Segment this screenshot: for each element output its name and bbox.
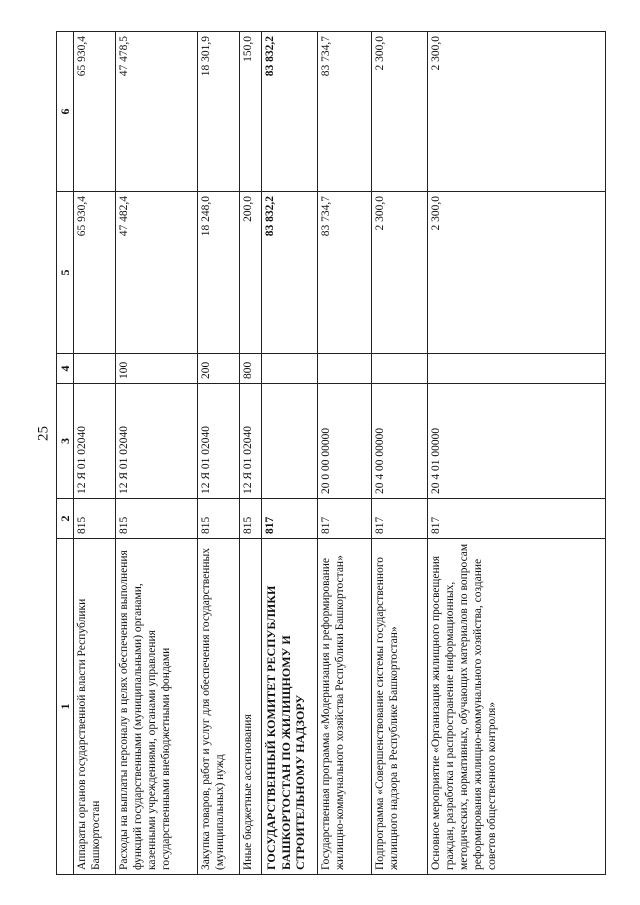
row-expense-type xyxy=(74,354,116,384)
table-row xyxy=(74,32,116,875)
table-row xyxy=(318,32,372,875)
row-expense-type xyxy=(318,354,372,384)
header-row xyxy=(57,32,74,875)
row-amount-2: 83 734,7 xyxy=(318,32,372,192)
row-ministry-code: 817 xyxy=(262,499,318,539)
row-ministry-code: 815 xyxy=(198,499,240,539)
row-name: Подпрограмма «Совершенствование системы государственного жилищного надзора в Республике Башкортостан» xyxy=(372,539,428,875)
row-amount-1: 2 300,0 xyxy=(372,192,428,354)
table-row xyxy=(262,32,318,875)
row-amount-1: 18 248,0 xyxy=(198,192,240,354)
row-amount-1: 65 930,4 xyxy=(74,192,116,354)
row-ministry-code: 815 xyxy=(74,499,116,539)
row-name: Иные бюджетные ассигнования xyxy=(240,539,262,875)
row-target-article: 12 Я 01 02040 xyxy=(198,384,240,499)
page-number: 25 xyxy=(35,426,52,441)
row-ministry-code: 815 xyxy=(116,499,198,539)
row-amount-1: 200,0 xyxy=(240,192,262,354)
row-target-article: 12 Я 01 02040 xyxy=(74,384,116,499)
row-target-article: 20 0 00 00000 xyxy=(318,384,372,499)
row-amount-2: 2 300,0 xyxy=(428,32,606,192)
table-row xyxy=(240,32,262,875)
header-col-6: 6 xyxy=(57,32,74,192)
rotated-table-frame xyxy=(56,32,606,875)
row-ministry-code: 817 xyxy=(428,499,606,539)
header-col-2: 2 xyxy=(57,499,74,539)
row-amount-2: 83 832,2 xyxy=(262,32,318,192)
row-amount-2: 47 478,5 xyxy=(116,32,198,192)
row-ministry-code: 817 xyxy=(318,499,372,539)
table-row xyxy=(116,32,198,875)
row-amount-2: 150,0 xyxy=(240,32,262,192)
row-target-article: 12 Я 01 02040 xyxy=(240,384,262,499)
table-row xyxy=(198,32,240,875)
table-row xyxy=(372,32,428,875)
row-expense-type: 100 xyxy=(116,354,198,384)
row-name: Расходы на выплаты персоналу в целях обеспечения выполнения функций государственными (муниципальными) органами, казенными учреждениями, органами управления государственными внебюджетными фондами xyxy=(116,539,198,875)
row-target-article: 12 Я 01 02040 xyxy=(116,384,198,499)
row-name: ГОСУДАРСТВЕННЫЙ КОМИТЕТ РЕСПУБЛИКИ БАШКОРТОСТАН ПО ЖИЛИЩНОМУ И СТРОИТЕЛЬНОМУ НАДЗОРУ xyxy=(262,539,318,875)
row-name: Аппараты органов государственной власти Республики Башкортостан xyxy=(74,539,116,875)
table-row xyxy=(428,32,606,875)
row-amount-2: 18 301,9 xyxy=(198,32,240,192)
row-amount-2: 2 300,0 xyxy=(372,32,428,192)
row-ministry-code: 815 xyxy=(240,499,262,539)
header-col-5: 5 xyxy=(57,192,74,354)
header-col-1: 1 xyxy=(57,539,74,875)
row-amount-2: 65 930,4 xyxy=(74,32,116,192)
row-expense-type xyxy=(262,354,318,384)
header-col-3: 3 xyxy=(57,384,74,499)
row-expense-type xyxy=(372,354,428,384)
table-container xyxy=(56,32,606,875)
row-target-article: 20 4 01 00000 xyxy=(428,384,606,499)
row-amount-1: 83 832,2 xyxy=(262,192,318,354)
row-ministry-code: 817 xyxy=(372,499,428,539)
row-amount-1: 83 734,7 xyxy=(318,192,372,354)
row-name: Закупка товаров, работ и услуг для обеспечения государственных (муниципальных) нужд xyxy=(198,539,240,875)
row-expense-type: 200 xyxy=(198,354,240,384)
row-name: Основное мероприятие «Организация жилищного просвещения граждан, разработка и распространение информационных, методических, нормативных, обучающих материалов по вопросам реформирования жилищно-коммунального хозяйства, создание советов общественного контроля» xyxy=(428,539,606,875)
row-target-article: 20 4 00 00000 xyxy=(372,384,428,499)
row-amount-1: 47 482,4 xyxy=(116,192,198,354)
row-expense-type: 800 xyxy=(240,354,262,384)
row-target-article xyxy=(262,384,318,499)
row-amount-1: 2 300,0 xyxy=(428,192,606,354)
budget-table xyxy=(56,31,606,875)
header-col-4: 4 xyxy=(57,354,74,384)
row-name: Государственная программа «Модернизация и реформирование жилищно-коммунального хозяйства Республики Башкортостан» xyxy=(318,539,372,875)
row-expense-type xyxy=(428,354,606,384)
